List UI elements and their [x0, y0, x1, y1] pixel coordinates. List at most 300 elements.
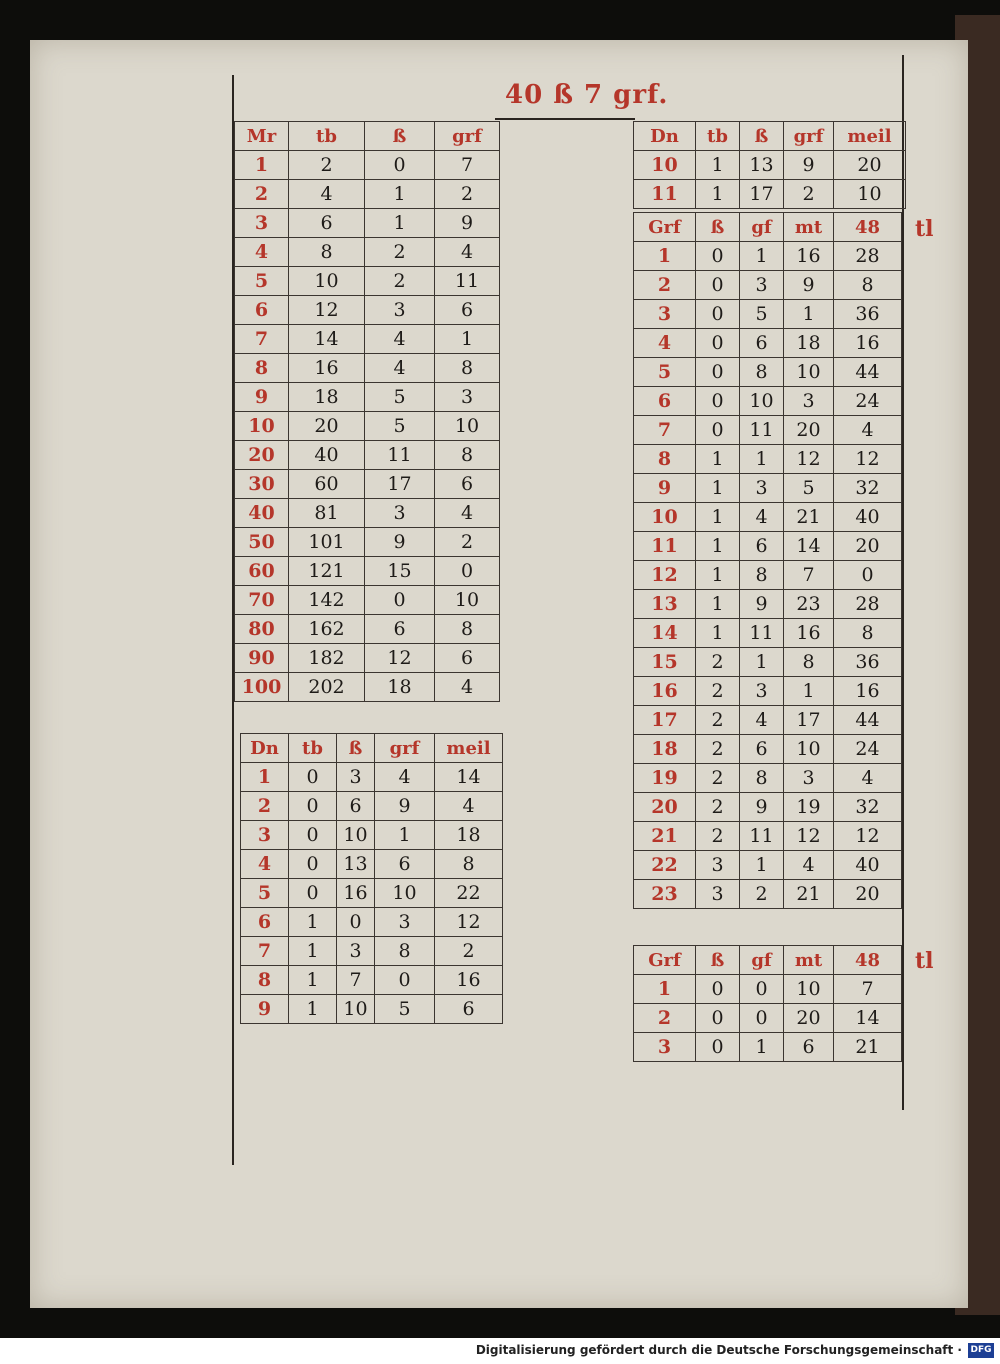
table-row [634, 474, 902, 503]
table-cell: 4 [834, 416, 902, 445]
table-cell: 16 [834, 329, 902, 358]
table-cell: 1 [784, 677, 834, 706]
table-cell: 3 [365, 296, 435, 325]
table-cell: 40 [289, 441, 365, 470]
table-row [241, 995, 503, 1024]
table-cell: 4 [834, 764, 902, 793]
table-cell: 13 [337, 850, 375, 879]
table-cell: 80 [235, 615, 289, 644]
table-header-row [634, 122, 906, 151]
table-cell: 6 [365, 615, 435, 644]
table-row [235, 644, 500, 673]
table-cell: 16 [435, 966, 503, 995]
table-cell: 16 [834, 677, 902, 706]
table-cell: 15 [634, 648, 696, 677]
table-cell: 22 [435, 879, 503, 908]
table-cell: 11 [435, 267, 500, 296]
table-cell: 1 [634, 975, 696, 1004]
table-cell: 3 [235, 209, 289, 238]
table-row [235, 528, 500, 557]
table-cell: 7 [435, 151, 500, 180]
table-cell: 11 [740, 619, 784, 648]
table-cell: 3 [634, 1033, 696, 1062]
table-cell: 16 [634, 677, 696, 706]
table-cell: 3 [337, 937, 375, 966]
table-cell: 3 [784, 764, 834, 793]
side-note-mid: tl [915, 216, 934, 242]
table-cell: 10 [784, 358, 834, 387]
header-cell: tb [696, 122, 740, 151]
table-row [634, 648, 902, 677]
table-cell: 3 [365, 499, 435, 528]
table-cell: 3 [740, 474, 784, 503]
table-cell: 20 [634, 793, 696, 822]
table-cell: 13 [740, 151, 784, 180]
table-row [235, 267, 500, 296]
table-cell: 10 [337, 995, 375, 1024]
table-row [634, 271, 902, 300]
table-row [235, 499, 500, 528]
table-cell: 14 [634, 619, 696, 648]
table-right-middle [633, 212, 902, 909]
table-cell: 0 [289, 879, 337, 908]
table-cell: 10 [435, 586, 500, 615]
table-row [241, 763, 503, 792]
table-cell: 1 [696, 445, 740, 474]
table-cell: 10 [375, 879, 435, 908]
table-header-row [634, 946, 902, 975]
table-cell: 6 [740, 329, 784, 358]
header-cell: Dn [241, 734, 289, 763]
table-cell: 8 [435, 615, 500, 644]
header-cell: gf [740, 213, 784, 242]
table-right-top [633, 121, 906, 209]
table-cell: 50 [235, 528, 289, 557]
table-row [235, 441, 500, 470]
table-cell: 11 [365, 441, 435, 470]
table-cell: 5 [365, 412, 435, 441]
table-cell: 5 [784, 474, 834, 503]
table-row [634, 677, 902, 706]
table-cell: 2 [696, 764, 740, 793]
table-cell: 2 [289, 151, 365, 180]
table-cell: 1 [696, 561, 740, 590]
table-row [634, 532, 902, 561]
table-cell: 4 [235, 238, 289, 267]
table-cell: 4 [740, 503, 784, 532]
table-row [235, 296, 500, 325]
table-cell: 5 [740, 300, 784, 329]
header-cell: ß [740, 122, 784, 151]
table-cell: 9 [241, 995, 289, 1024]
table-cell: 9 [740, 793, 784, 822]
table-cell: 12 [435, 908, 503, 937]
table-cell: 0 [289, 821, 337, 850]
table-cell: 1 [435, 325, 500, 354]
table-cell: 0 [696, 1033, 740, 1062]
dfg-logo: DFG [968, 1343, 994, 1358]
table-cell: 44 [834, 358, 902, 387]
table-cell: 8 [740, 764, 784, 793]
table-cell: 16 [784, 242, 834, 271]
table-cell: 21 [834, 1033, 902, 1062]
table-cell: 7 [834, 975, 902, 1004]
table-row [235, 151, 500, 180]
table-row [235, 557, 500, 586]
table-row [235, 354, 500, 383]
table-cell: 11 [740, 416, 784, 445]
table-cell: 14 [834, 1004, 902, 1033]
table-cell: 1 [696, 151, 740, 180]
table-cell: 0 [365, 586, 435, 615]
table-cell: 8 [834, 271, 902, 300]
table-cell: 32 [834, 793, 902, 822]
table-cell: 17 [365, 470, 435, 499]
table-left-top [234, 121, 500, 702]
table-cell: 44 [834, 706, 902, 735]
table-cell: 10 [235, 412, 289, 441]
table-row [235, 180, 500, 209]
header-cell: Grf [634, 213, 696, 242]
table-cell: 202 [289, 673, 365, 702]
table-cell: 20 [235, 441, 289, 470]
header-cell: gf [740, 946, 784, 975]
table-cell: 2 [365, 238, 435, 267]
table-right-bottom [633, 945, 902, 1062]
header-cell: 48 [834, 946, 902, 975]
table-cell: 4 [375, 763, 435, 792]
table-cell: 40 [235, 499, 289, 528]
table-cell: 121 [289, 557, 365, 586]
table-cell: 0 [337, 908, 375, 937]
table-cell: 162 [289, 615, 365, 644]
table-row [634, 387, 902, 416]
table-cell: 8 [435, 850, 503, 879]
table-cell: 7 [337, 966, 375, 995]
table-cell: 16 [337, 879, 375, 908]
table-cell: 0 [435, 557, 500, 586]
table-row [235, 470, 500, 499]
table-cell: 1 [696, 180, 740, 209]
table-cell: 4 [435, 792, 503, 821]
table-cell: 0 [740, 1004, 784, 1033]
table-row [241, 821, 503, 850]
table-cell: 36 [834, 648, 902, 677]
table-cell: 13 [634, 590, 696, 619]
table-cell: 24 [834, 387, 902, 416]
table-cell: 8 [740, 561, 784, 590]
table-row [634, 880, 902, 909]
table-row [235, 209, 500, 238]
table-cell: 0 [696, 358, 740, 387]
table-cell: 8 [289, 238, 365, 267]
table-cell: 90 [235, 644, 289, 673]
table-row [634, 764, 902, 793]
table-cell: 60 [289, 470, 365, 499]
table-cell: 10 [834, 180, 906, 209]
table-row [241, 879, 503, 908]
table-cell: 3 [634, 300, 696, 329]
table-cell: 8 [784, 648, 834, 677]
table-cell: 3 [696, 851, 740, 880]
table-row [235, 586, 500, 615]
table-row [634, 180, 906, 209]
header-cell: meil [435, 734, 503, 763]
footer-bar [0, 1338, 1000, 1364]
table-cell: 5 [235, 267, 289, 296]
header-cell: ß [696, 213, 740, 242]
table-cell: 4 [435, 673, 500, 702]
table-cell: 6 [784, 1033, 834, 1062]
table-cell: 1 [784, 300, 834, 329]
table-cell: 101 [289, 528, 365, 557]
table-cell: 2 [696, 822, 740, 851]
table-cell: 1 [740, 242, 784, 271]
table-cell: 8 [241, 966, 289, 995]
table-cell: 0 [289, 792, 337, 821]
table-row [241, 850, 503, 879]
table-cell: 12 [834, 822, 902, 851]
table-cell: 0 [696, 300, 740, 329]
table-cell: 4 [365, 325, 435, 354]
page-heading: 40 ß 7 grf. [505, 80, 669, 110]
table-row [235, 325, 500, 354]
table-cell: 142 [289, 586, 365, 615]
table-cell: 10 [634, 151, 696, 180]
table-cell: 2 [740, 880, 784, 909]
table-cell: 6 [337, 792, 375, 821]
table-row [634, 561, 902, 590]
table-row [241, 937, 503, 966]
table-cell: 0 [696, 416, 740, 445]
header-cell: grf [784, 122, 834, 151]
table-cell: 17 [634, 706, 696, 735]
table-cell: 2 [435, 528, 500, 557]
table-cell: 9 [375, 792, 435, 821]
header-cell: tb [289, 734, 337, 763]
table-row [235, 673, 500, 702]
table-cell: 18 [365, 673, 435, 702]
table-cell: 6 [435, 296, 500, 325]
table-cell: 0 [365, 151, 435, 180]
table-cell: 6 [435, 995, 503, 1024]
table-cell: 1 [365, 209, 435, 238]
table-cell: 6 [289, 209, 365, 238]
header-cell: mt [784, 946, 834, 975]
table-cell: 11 [634, 532, 696, 561]
table-cell: 2 [784, 180, 834, 209]
table-cell: 4 [241, 850, 289, 879]
table-cell: 4 [435, 238, 500, 267]
table-cell: 1 [740, 648, 784, 677]
table-cell: 81 [289, 499, 365, 528]
table-cell: 12 [834, 445, 902, 474]
table-cell: 1 [740, 445, 784, 474]
table-cell: 28 [834, 590, 902, 619]
table-cell: 30 [235, 470, 289, 499]
table-cell: 0 [696, 242, 740, 271]
table-cell: 23 [634, 880, 696, 909]
table-row [634, 590, 902, 619]
table-cell: 1 [696, 532, 740, 561]
table-cell: 10 [337, 821, 375, 850]
table-cell: 18 [784, 329, 834, 358]
table-row [241, 966, 503, 995]
table-cell: 7 [634, 416, 696, 445]
table-cell: 18 [435, 821, 503, 850]
table-row [634, 300, 902, 329]
table-cell: 7 [235, 325, 289, 354]
table-cell: 182 [289, 644, 365, 673]
table-cell: 0 [289, 850, 337, 879]
table-cell: 11 [634, 180, 696, 209]
table-cell: 14 [289, 325, 365, 354]
table-cell: 10 [784, 975, 834, 1004]
table-cell: 40 [834, 851, 902, 880]
table-cell: 8 [435, 354, 500, 383]
table-cell: 6 [235, 296, 289, 325]
table-row [634, 242, 902, 271]
table-cell: 20 [834, 532, 902, 561]
table-cell: 0 [834, 561, 902, 590]
table-cell: 6 [241, 908, 289, 937]
table-cell: 9 [740, 590, 784, 619]
table-row [634, 822, 902, 851]
table-cell: 1 [289, 966, 337, 995]
table-cell: 1 [235, 151, 289, 180]
table-cell: 1 [289, 937, 337, 966]
header-cell: grf [375, 734, 435, 763]
table-cell: 32 [834, 474, 902, 503]
table-row [634, 793, 902, 822]
footer-text: Digitalisierung gefördert durch die Deutsche Forschungsgemeinschaft · [475, 1343, 962, 1357]
table-row [241, 908, 503, 937]
table-cell: 12 [784, 445, 834, 474]
table-cell: 9 [634, 474, 696, 503]
table-cell: 18 [289, 383, 365, 412]
table-row [634, 329, 902, 358]
table-cell: 14 [784, 532, 834, 561]
table-cell: 6 [634, 387, 696, 416]
table-cell: 3 [696, 880, 740, 909]
table-cell: 8 [435, 441, 500, 470]
table-cell: 2 [634, 1004, 696, 1033]
header-cell: 48 [834, 213, 902, 242]
table-cell: 2 [435, 937, 503, 966]
table-cell: 3 [740, 271, 784, 300]
table-cell: 20 [834, 151, 906, 180]
table-cell: 8 [235, 354, 289, 383]
table-cell: 0 [696, 975, 740, 1004]
table-row [235, 383, 500, 412]
side-note-bottom: tl [915, 948, 934, 974]
table-cell: 12 [634, 561, 696, 590]
table-row [634, 445, 902, 474]
table-cell: 1 [634, 242, 696, 271]
table-cell: 18 [634, 735, 696, 764]
table-cell: 20 [784, 1004, 834, 1033]
table-cell: 36 [834, 300, 902, 329]
table-cell: 1 [696, 590, 740, 619]
table-row [634, 706, 902, 735]
table-cell: 2 [696, 793, 740, 822]
table-cell: 100 [235, 673, 289, 702]
table-cell: 12 [784, 822, 834, 851]
table-cell: 9 [435, 209, 500, 238]
table-cell: 16 [289, 354, 365, 383]
table-cell: 20 [289, 412, 365, 441]
table-cell: 8 [634, 445, 696, 474]
table-cell: 20 [834, 880, 902, 909]
table-header-row [634, 213, 902, 242]
table-row [235, 238, 500, 267]
table-cell: 6 [435, 470, 500, 499]
table-cell: 17 [784, 706, 834, 735]
table-cell: 15 [365, 557, 435, 586]
table-cell: 1 [740, 851, 784, 880]
table-cell: 12 [289, 296, 365, 325]
table-cell: 2 [634, 271, 696, 300]
table-cell: 0 [696, 1004, 740, 1033]
table-cell: 8 [834, 619, 902, 648]
table-row [634, 851, 902, 880]
table-cell: 4 [634, 329, 696, 358]
table-cell: 9 [784, 151, 834, 180]
table-cell: 0 [289, 763, 337, 792]
table-cell: 3 [241, 821, 289, 850]
header-cell: Dn [634, 122, 696, 151]
table-cell: 28 [834, 242, 902, 271]
table-row [235, 412, 500, 441]
table-cell: 2 [696, 677, 740, 706]
table-cell: 0 [696, 271, 740, 300]
table-cell: 4 [784, 851, 834, 880]
header-cell: ß [365, 122, 435, 151]
table-row [634, 151, 906, 180]
right-margin-rule [902, 55, 904, 1110]
table-cell: 16 [784, 619, 834, 648]
table-cell: 4 [289, 180, 365, 209]
table-cell: 6 [740, 532, 784, 561]
table-cell: 9 [784, 271, 834, 300]
header-cell: ß [337, 734, 375, 763]
table-cell: 24 [834, 735, 902, 764]
table-row [241, 792, 503, 821]
header-cell: grf [435, 122, 500, 151]
table-cell: 21 [634, 822, 696, 851]
table-cell: 60 [235, 557, 289, 586]
table-cell: 4 [365, 354, 435, 383]
table-cell: 3 [784, 387, 834, 416]
table-cell: 2 [365, 267, 435, 296]
header-cell: Mr [235, 122, 289, 151]
table-cell: 8 [740, 358, 784, 387]
table-cell: 19 [634, 764, 696, 793]
table-cell: 6 [435, 644, 500, 673]
table-cell: 7 [241, 937, 289, 966]
table-cell: 8 [375, 937, 435, 966]
table-cell: 2 [696, 648, 740, 677]
table-cell: 1 [696, 503, 740, 532]
table-cell: 5 [375, 995, 435, 1024]
table-cell: 2 [235, 180, 289, 209]
table-cell: 17 [740, 180, 784, 209]
heading-rule [495, 118, 635, 120]
table-cell: 0 [375, 966, 435, 995]
table-cell: 23 [784, 590, 834, 619]
table-cell: 1 [289, 908, 337, 937]
table-cell: 5 [634, 358, 696, 387]
